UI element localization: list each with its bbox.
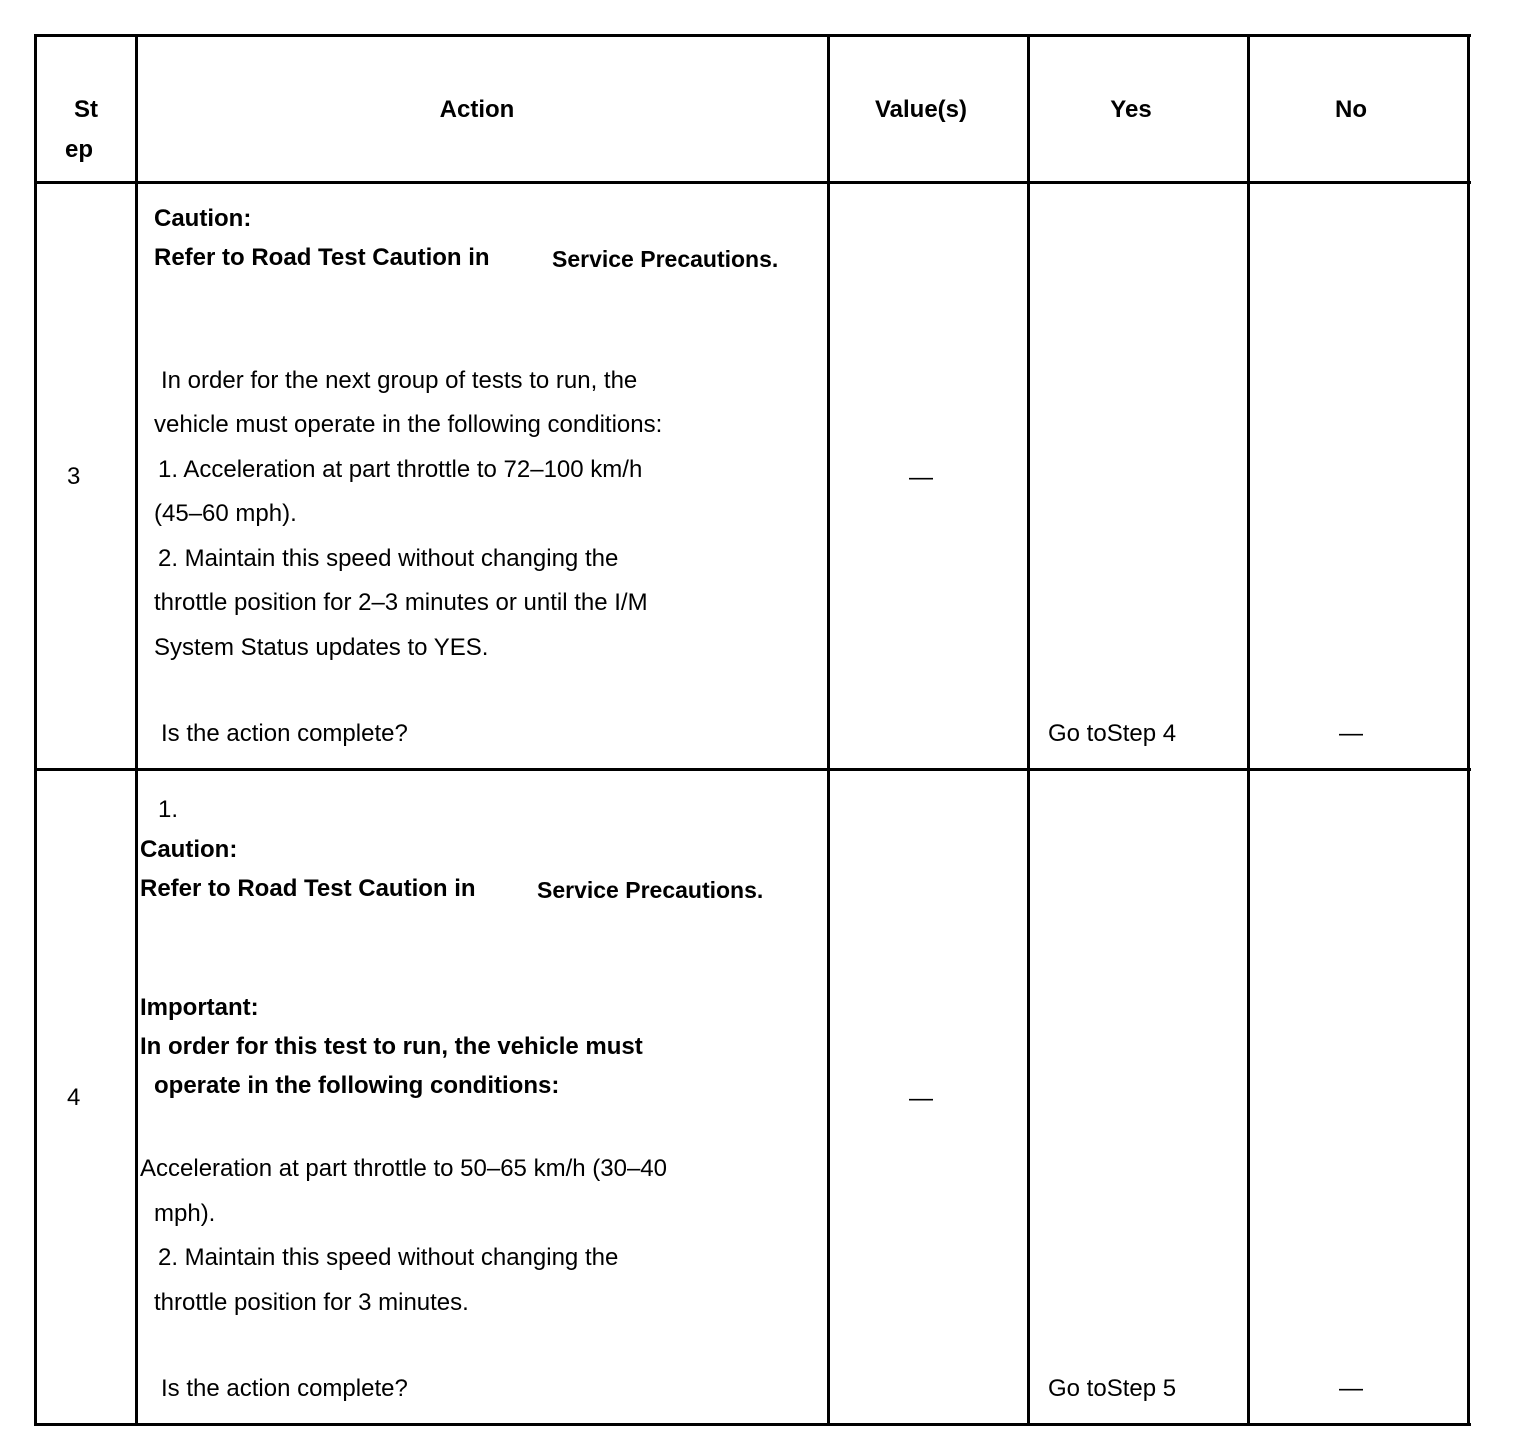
row-divider — [34, 768, 1471, 771]
header-values: Value(s) — [874, 96, 968, 123]
caution-title: Caution: — [154, 205, 252, 232]
caution-title: Caution: — [140, 836, 238, 863]
table-border-top — [34, 34, 1471, 37]
list-number: 1. — [158, 796, 179, 823]
column-divider-values — [827, 34, 830, 1426]
instruction-line: (45–60 mph). — [154, 500, 297, 527]
value-cell: — — [909, 1085, 933, 1112]
table-border-bottom — [34, 1423, 1471, 1426]
column-divider-action — [135, 34, 138, 1426]
question-text: Is the action complete? — [161, 720, 408, 747]
question-text: Is the action complete? — [161, 1375, 408, 1402]
header-divider — [34, 181, 1471, 184]
header-action: Action — [439, 96, 515, 123]
header-step-wrap: ep — [64, 136, 93, 163]
instruction-line: throttle position for 3 minutes. — [154, 1289, 469, 1316]
yes-link-go-to-step-4[interactable]: Go toStep 4 — [1048, 720, 1177, 747]
header-no: No — [1335, 96, 1367, 123]
no-cell: — — [1339, 720, 1363, 747]
header-step: St — [74, 96, 98, 123]
instruction-line: 2. Maintain this speed without changing the — [158, 545, 619, 572]
caution-link-service-precautions[interactable]: Service Precautions. — [537, 877, 764, 903]
instruction-line: Acceleration at part throttle to 50–65 km/h (30–40 — [140, 1155, 667, 1182]
table-border-left — [34, 34, 37, 1426]
column-divider-yes — [1027, 34, 1030, 1426]
instruction-line: In order for the next group of tests to run, the — [161, 367, 638, 394]
important-text: operate in the following conditions: — [154, 1072, 560, 1099]
caution-link-service-precautions[interactable]: Service Precautions. — [552, 246, 779, 272]
step-number: 4 — [67, 1084, 81, 1111]
important-title: Important: — [140, 994, 259, 1021]
instruction-line: System Status updates to YES. — [154, 634, 489, 661]
yes-link-go-to-step-5[interactable]: Go toStep 5 — [1048, 1375, 1177, 1402]
no-cell: — — [1339, 1375, 1363, 1402]
instruction-line: mph). — [154, 1200, 216, 1227]
header-yes: Yes — [1110, 96, 1152, 123]
step-number: 3 — [67, 463, 81, 490]
caution-text: Refer to Road Test Caution in — [140, 875, 476, 902]
important-text: In order for this test to run, the vehicle must — [140, 1033, 643, 1060]
instruction-line: 2. Maintain this speed without changing the — [158, 1244, 619, 1271]
caution-text: Refer to Road Test Caution in — [154, 244, 490, 271]
value-cell: — — [909, 464, 933, 491]
instruction-line: throttle position for 2–3 minutes or until the I/M — [154, 589, 648, 616]
table-border-right — [1467, 34, 1470, 1426]
instruction-line: 1. Acceleration at part throttle to 72–100 km/h — [158, 456, 643, 483]
instruction-line: vehicle must operate in the following conditions: — [154, 411, 663, 438]
